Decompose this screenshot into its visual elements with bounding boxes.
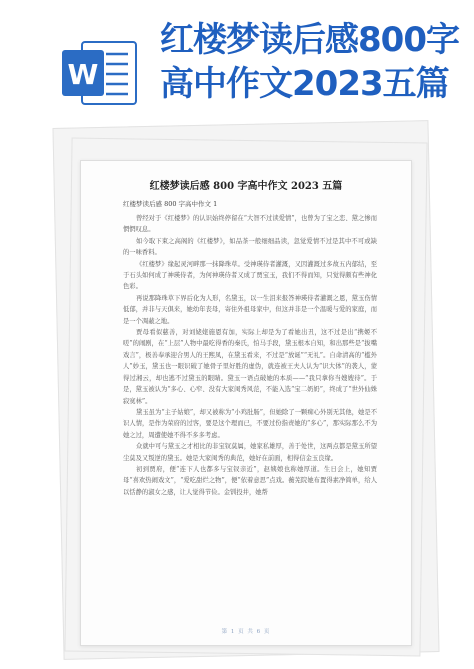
document-page <box>80 160 412 646</box>
paragraph: 曾经对于《红楼梦》的认识始终停留在“大智不过读爱情”，也曾为了宝之恋、黛之惨而惘惘叹息。 <box>123 215 377 234</box>
svg-text:W: W <box>67 58 99 91</box>
page-number: 第 1 页 共 6 页 <box>221 629 271 635</box>
paragraph: 贾母看似慈善，对刘姥姥施恩有加，实际上却是为了看她出丑，这不过是出“携姬不嗟”的闹剧，在“上层”人物中最吃得香的秦氏，怕马手段，黛玉根本自知，和出那些是“拔嘴戏言”，极善奉承迎合男人的王熙凤，在黛玉看来，不过是“放诞”“无礼”。自命清高的“槛外人”妙玉，黛玉也一眼识破了她骨子里好胜的虚伪，就连被王夫人认为“识大体”的袭人，蒙得过湘云，却也逃不过黛玉的眼睛。黛玉一语点破她的本质——“我只拿你当嫂嫂待”。于是，黛玉被认为“多心、心窄、没有大家闺秀风范，不能入选“宝二奶奶”，终成了“世外仙姝寂寞林”。 <box>123 329 377 405</box>
document-body <box>123 213 377 498</box>
word-doc-icon <box>62 40 138 106</box>
paragraph: 再说那降珠草下界后化为人形，名黛玉，以一生泪来报答神瑛侍者灌溉之恩，黛玉伤情低郁，并非与天俱来，她幼年丧母，寄住外祖母家中，但这并非是一个温暖与爱的家庭，而是一个凋蔽之地。 <box>123 294 377 325</box>
paragraph: 众就中可与黛玉之才相比的非宝钗莫属，她家私雄厚，善于处世，这两点都是黛玉所望尘莫及又叛逆的黛玉。她是大家闺秀的典范，她好在前面，相得信金玉良缘。 <box>123 443 377 462</box>
document-subtitle: 红楼梦读后感 800 字高中作文 1 <box>123 200 218 208</box>
document-title: 红楼梦读后感 800 字高中作文 2023 五篇 <box>149 181 343 192</box>
paragraph: 《红楼梦》缘起灵河畔那一抹降珠草。受神瑛侍者灌溉，又因灌溉过多故五内郁结，至于石头如何成了神瑛侍者，为何神瑛侍者又成了贾宝玉，我们不得而知，只觉得颇有些神化色彩。 <box>123 260 377 291</box>
paragraph: 初到贾府，便“连下人也都多与宝钗亲近”，赵姨娘也称她厚道。生日会上，她知贾母“喜欢热闹戏文”，“爱吃甜烂之物”，便“依着意思”点戏。蘅芜院她布置得素净简单，给人以恬静的淑女之感，让人觉得节俭。金钏投井，她帮 <box>123 465 377 496</box>
banner-title: 红楼梦读后感800字高中作文2023五篇 <box>160 20 459 104</box>
paragraph: 如今取下束之高阁的《红楼梦》，如品茶一般细细品读，忽觉爱情不过是其中不可或缺的一味香料。 <box>123 237 377 257</box>
paragraph: 黛玉虽为“主子姑娘”，却又被称为“小鸡肚肠”，但她除了一颗痴心外别无其他，她是不识人情，是作为荣府的过客，要是这个理而已，不要过份指责她的“多心”，那实际那么不为她之过，周遭使她不得不多多考虑。 <box>123 408 377 439</box>
header-banner <box>0 0 474 120</box>
